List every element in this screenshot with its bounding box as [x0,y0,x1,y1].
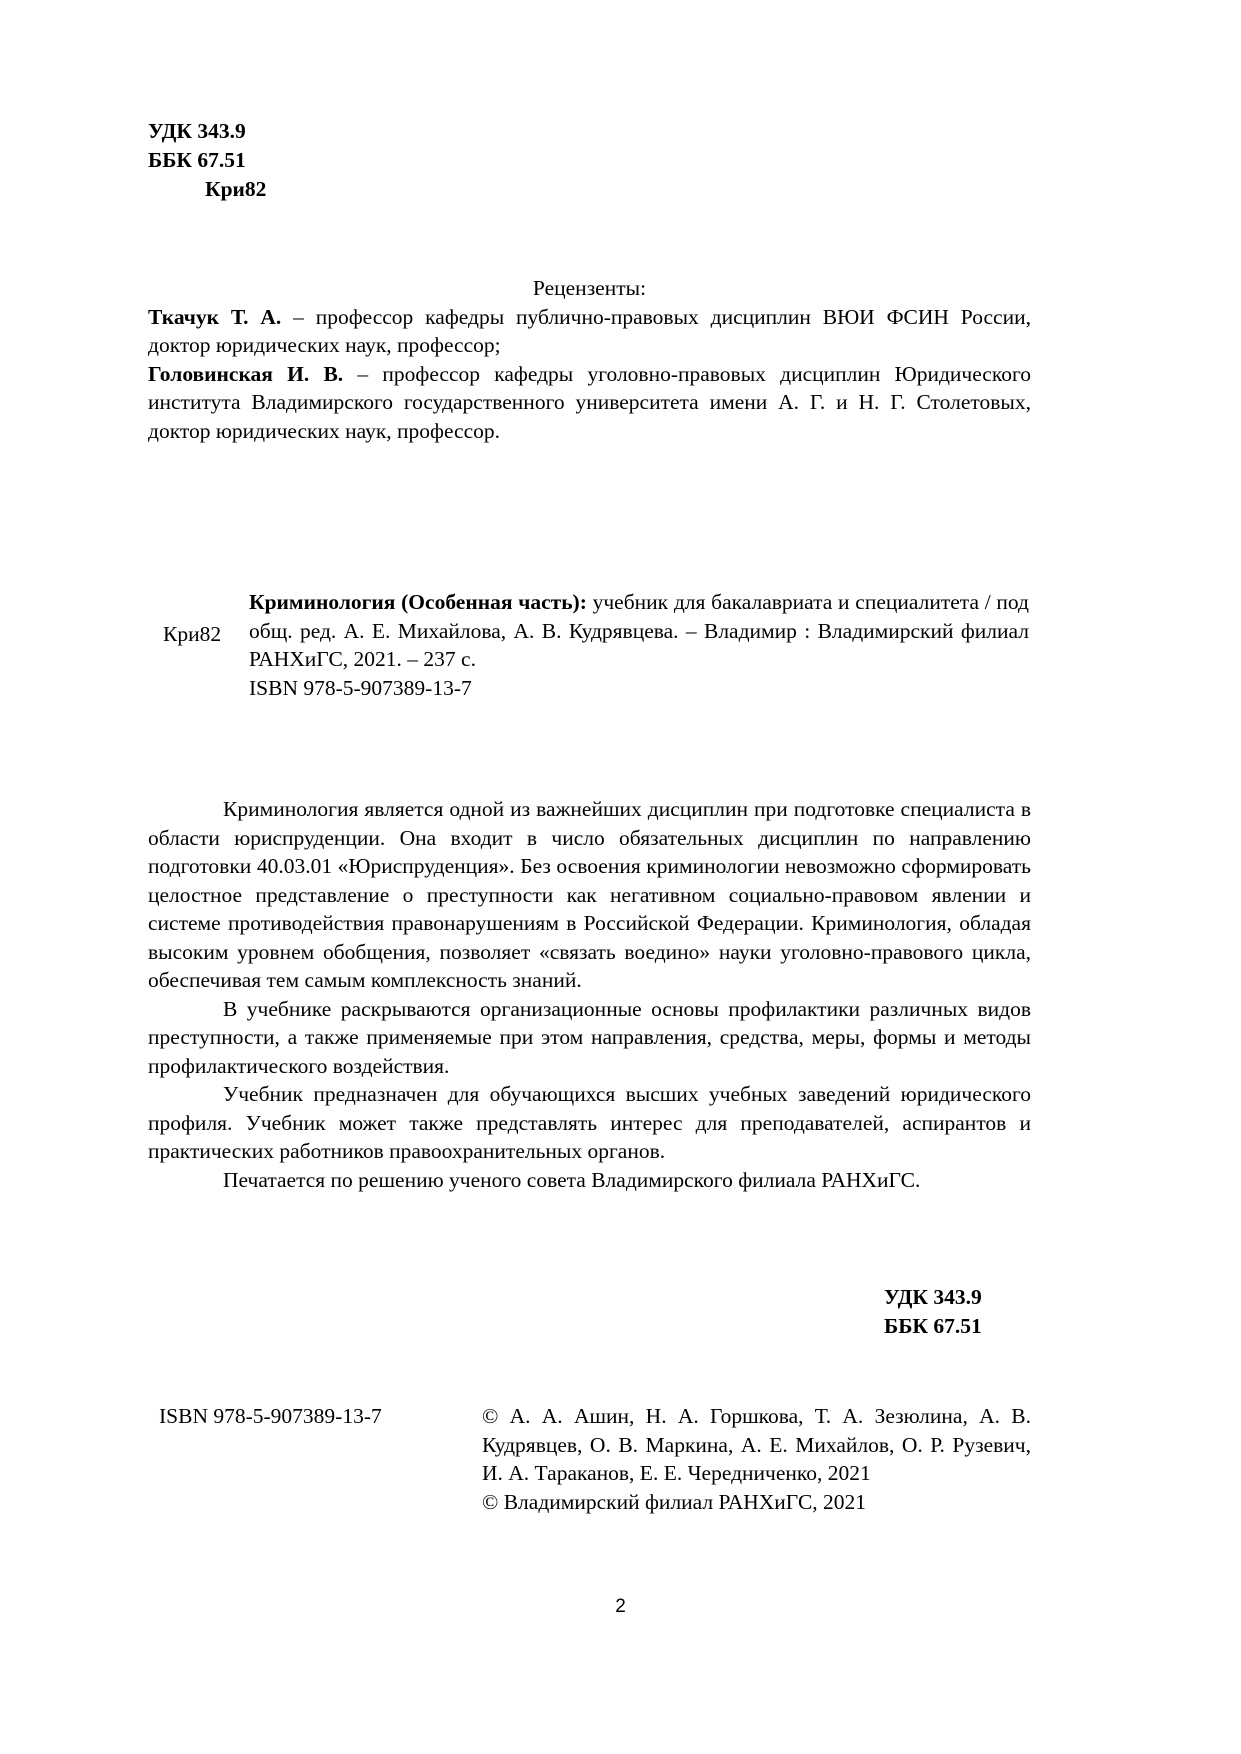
isbn: ISBN 978-5-907389-13-7 [159,1404,382,1428]
reviewer-2-name: Головинская И. В. [148,361,344,386]
bib-isbn: ISBN 978-5-907389-13-7 [249,675,472,700]
bib-text: учебник для бакалавриата и специалитета / под общ. ред. А. Е. Михайлова, А. В. Кудрявцева. – Владимир : Владимирский филиал РАНХиГС, 2021. – 237 с. [249,590,1029,671]
reviewer-2-text: – профессор кафедры уголовно-правовых дисциплин Юридического института Владимирского государственного университета имени А. Г. и Н. Г. Столетовых, доктор юридических наук, профессор. [148,361,1031,443]
bibliographic-record [249,588,1029,702]
bib-author-sign: Кри82 [163,622,222,646]
reviewers-block [148,274,1031,445]
author-sign: Кри82 [205,177,267,201]
annotation-paragraph: В учебнике раскрываются организационные основы профилактики различных видов преступности, а также применяемые при этом направления, средства, меры, формы и методы профилактического воздействия. [148,996,1031,1078]
annotation-paragraph: Криминология является одной из важнейших дисциплин при подготовке специалиста в области юриспруденции. Она входит в число обязательных дисциплин по направлению подготовки 40.03.01 «Юриспруденция». Без освоения криминологии невозможно сформировать целостное представление о преступности как негативном социально-правовом явлении и системе противодействия правонарушениям в Российской Федерации. Криминология, обладая высоким уровнем обобщения, позволяет «связать воедино» науки уголовно-правового цикла, обеспечивая тем самым комплексность знаний. [148,797,1031,992]
reviewer-2 [148,360,1031,446]
reviewer-1-text: – профессор кафедры публично-правовых дисциплин ВЮИ ФСИН России, доктор юридических наук, профессор; [148,304,1031,357]
copyright-publisher: © Владимирский филиал РАНХиГС, 2021 [482,1489,867,1514]
bib-description [249,588,1029,674]
annotation [148,795,1031,1194]
copyright-block [482,1402,1031,1516]
page-number: 2 [615,1596,626,1617]
classification-codes-bottom [884,1283,982,1341]
annotation-paragraph: Учебник предназначен для обучающихся высших учебных заведений юридического профиля. Учебник может также представлять интерес для преподавателей, аспирантов и практических работников правоохранительных органов. [148,1082,1031,1163]
bib-title: Криминология (Особенная часть): [249,590,587,614]
classification-codes-top [148,117,266,204]
bbk-code: ББК 67.51 [148,148,246,172]
annotation-paragraph: Печатается по решению ученого совета Владимирского филиала РАНХиГС. [223,1167,921,1192]
reviewer-1 [148,303,1031,360]
udk-code: УДК 343.9 [148,119,246,143]
udk-code-bottom: УДК 343.9 [884,1285,982,1309]
reviewer-1-name: Ткачук Т. А. [148,304,282,329]
copyright-authors: © А. А. Ашин, Н. А. Горшкова, Т. А. Зезюлина, А. В. Кудрявцев, О. В. Маркина, А. Е. Михайлов, О. Р. Рузевич, И. А. Тараканов, Е. Е. Чередниченко, 2021 [482,1404,1031,1485]
bbk-code-bottom: ББК 67.51 [884,1314,982,1338]
reviewers-heading: Рецензенты: [532,276,647,300]
